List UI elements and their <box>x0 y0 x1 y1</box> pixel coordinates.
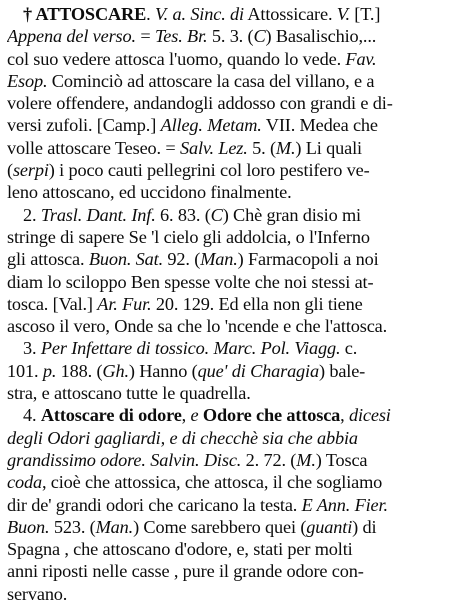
text-run: tosca. [Val.] <box>7 293 98 314</box>
text-line <box>7 404 465 426</box>
italic-text: Appena del verso. <box>7 26 136 47</box>
text-run: VII. Medea che <box>261 115 378 136</box>
text-line <box>7 449 465 471</box>
text-run: ) Come sarebbero quei ( <box>133 516 307 537</box>
text-run: 3. <box>23 338 41 359</box>
text-run: 523. ( <box>49 516 96 537</box>
text-run: diam lo sciloppo Ben spesse volte che noi stessi at- <box>7 271 374 292</box>
text-run: 2. <box>23 204 41 225</box>
text-run: ) Basalischio,... <box>265 26 377 47</box>
text-run: stringe di sapere Se 'l cielo gli addolcia, o l'Inferno <box>7 226 370 247</box>
text-run: 5. ( <box>247 137 276 158</box>
italic-text: Trasl. Dant. Inf. <box>40 204 156 225</box>
text-run: ) i poco cauti pellegrini col loro pestifero ve- <box>48 160 370 181</box>
text-line <box>7 70 465 92</box>
italic-text: V. a. Sinc. di <box>154 4 244 24</box>
text-run: col suo vedere attosca l'uomo, quando lo vede. <box>7 48 346 69</box>
text-line <box>7 204 465 226</box>
text-line <box>7 494 465 516</box>
italic-text: Esop. <box>7 70 48 91</box>
italic-text: C <box>210 204 223 225</box>
text-run: . <box>146 4 155 24</box>
text-line <box>7 159 465 181</box>
text-line <box>7 293 465 315</box>
text-run: volere offendere, andandogli addosso con grandi e di- <box>7 93 393 114</box>
italic-text: Fav. <box>345 48 377 69</box>
text-run: 6. 83. ( <box>155 204 211 225</box>
italic-text: guanti <box>306 516 353 537</box>
italic-text: M. <box>275 137 296 158</box>
bold-term: † ATTOSCARE <box>23 4 147 24</box>
text-run: ) Tosca <box>315 449 368 470</box>
italic-text: Buon. Sat. <box>88 249 163 270</box>
text-line <box>7 538 465 560</box>
text-line <box>7 114 465 136</box>
text-run: leno attoscano, ed uccidono finalmente. <box>7 182 292 203</box>
italic-text: Tes. Br. <box>154 26 208 47</box>
text-run: anni riposti nelle casse , pure il grande odore con- <box>7 561 364 582</box>
text-run: = <box>135 26 155 47</box>
text-line <box>7 181 465 203</box>
italic-text: coda <box>7 472 42 493</box>
text-run: Spagna , che attoscano d'odore, e, stati per molti <box>7 539 353 560</box>
text-line <box>7 315 465 337</box>
text-line <box>7 360 465 382</box>
italic-text: Alleg. Metam. <box>160 115 262 136</box>
text-line <box>7 137 465 159</box>
italic-text: C <box>253 26 266 47</box>
bold-term: Attoscare di odore <box>40 405 182 426</box>
text-run: Attossicare. <box>243 4 337 24</box>
italic-text: V. <box>336 4 350 24</box>
text-run: ) Li quali <box>295 137 362 158</box>
text-run: Cominciò ad attoscare la casa del villano, e a <box>47 70 375 91</box>
text-run: ) Hanno ( <box>128 360 198 381</box>
text-line <box>7 25 465 47</box>
text-line <box>7 337 465 359</box>
text-run: 20. 129. Ed ella non gli tiene <box>151 293 363 314</box>
italic-text: serpi <box>12 160 49 181</box>
italic-text: Buon. <box>7 516 50 537</box>
text-run: 188. ( <box>56 360 103 381</box>
text-line <box>7 92 465 114</box>
italic-text: E Ann. Fier. <box>301 494 388 515</box>
text-run: 92. ( <box>163 249 201 270</box>
bold-term: Odore che attosca <box>202 405 341 426</box>
text-run: 2. 72. ( <box>241 449 297 470</box>
italic-text: Ar. Fur. <box>97 293 152 314</box>
text-run: volle attoscare Teseo. = <box>7 137 180 158</box>
text-line <box>7 516 465 538</box>
italic-text: dicesi <box>349 405 391 426</box>
text-line <box>7 560 465 582</box>
italic-text: Salv. Lez. <box>179 137 248 158</box>
text-run: stra, e attoscano tutte le quadrella. <box>7 383 251 404</box>
text-line <box>7 248 465 270</box>
text-line <box>7 583 465 605</box>
text-run: [T.] <box>349 4 381 24</box>
text-run: ascoso il vero, Onde sa che lo 'ncende e che l'attosca. <box>7 316 388 337</box>
italic-text: Man. <box>200 249 238 270</box>
italic-text: Per Infettare di tossico. Marc. Pol. Viagg. <box>40 338 341 359</box>
text-run: ( <box>7 160 13 181</box>
text-run: dir de' grandi odori che caricano la testa. <box>7 494 302 515</box>
italic-text: p. <box>42 360 57 381</box>
text-run: 4. <box>23 405 41 426</box>
text-run: versi zufoli. [Camp.] <box>7 115 161 136</box>
text-run: gli attosca. <box>7 249 89 270</box>
text-line <box>7 48 465 70</box>
text-run: ) Farmacopoli a noi <box>237 249 379 270</box>
text-line <box>7 226 465 248</box>
italic-text: M. <box>296 449 316 470</box>
italic-text: que' di Charagia <box>197 360 319 381</box>
text-line <box>7 427 465 449</box>
text-run: , cioè che attossica, che attosca, il che sogliamo <box>41 472 383 493</box>
text-run: ) Chè gran disio mi <box>222 204 361 225</box>
italic-text: e <box>190 405 199 426</box>
text-line <box>7 271 465 293</box>
text-run: c. <box>340 338 358 359</box>
italic-text: grandissimo odore. Salvin. Disc. <box>7 449 242 470</box>
text-run: servano. <box>7 583 68 604</box>
text-line <box>7 3 465 25</box>
dictionary-entry-attoscare <box>7 3 465 605</box>
text-run: , <box>340 405 349 426</box>
text-run: 5. 3. ( <box>207 26 254 47</box>
text-line <box>7 471 465 493</box>
text-run: ) bale- <box>318 360 366 381</box>
text-run: 101. <box>7 360 43 381</box>
italic-text: degli Odori gagliardi, e di checchè sia che abbia <box>7 427 358 448</box>
italic-text: Gh. <box>102 360 129 381</box>
text-line <box>7 382 465 404</box>
text-run: ) di <box>352 516 377 537</box>
text-run: , <box>181 405 191 426</box>
italic-text: Man. <box>95 516 134 537</box>
